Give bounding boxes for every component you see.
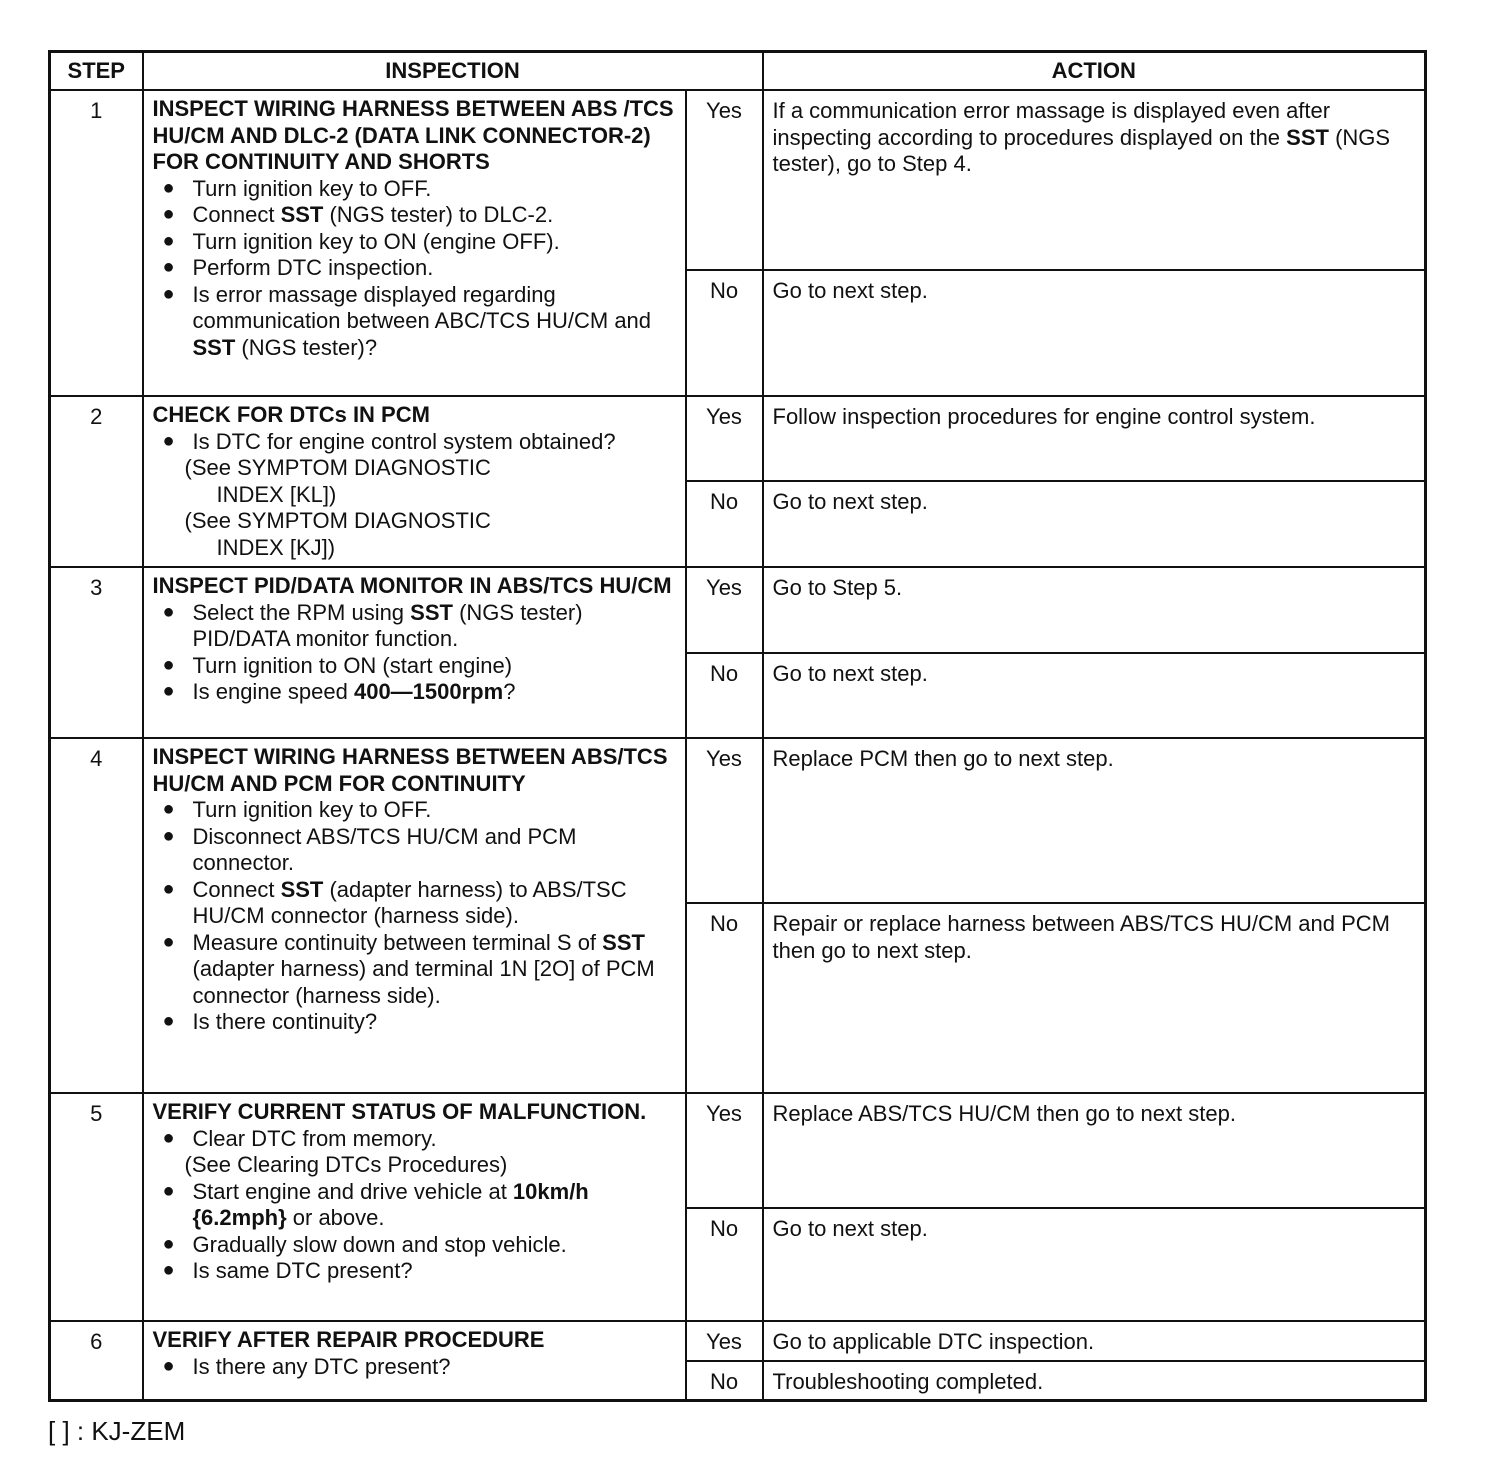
inspection-header: INSPECTION — [143, 52, 763, 91]
step-title: VERIFY CURRENT STATUS OF MALFUNCTION. — [152, 1099, 647, 1124]
bullet-item: ● Connect SST (adapter harness) to ABS/TSC HU/CM connector (harness side). — [153, 877, 677, 930]
yes-action: If a communication error massage is displayed even after inspecting according to procedures displayed on the SST (NGS tester), go to Step 4. — [763, 90, 1426, 270]
reference-note: INDEX [KJ]) — [216, 534, 336, 560]
bullet-item: ● Is same DTC present? — [153, 1258, 677, 1285]
yes-label: Yes — [686, 396, 763, 481]
bullet-item: ● Perform DTC inspection. — [153, 255, 677, 282]
yes-label: Yes — [686, 567, 763, 653]
inspection-items — [153, 429, 677, 456]
table-row — [50, 90, 1426, 270]
bullet-item: ● Turn ignition to ON (start engine) — [153, 653, 677, 680]
bullet-item: ● Is there any DTC present? — [153, 1354, 677, 1381]
step-title: INSPECT WIRING HARNESS BETWEEN ABS /TCS HU/CM AND DLC-2 (DATA LINK CONNECTOR-2) FOR CONTINUITY AND SHORTS — [152, 96, 674, 174]
no-label: No — [686, 903, 763, 1093]
no-label: No — [686, 1361, 763, 1401]
bullet-item: ● Turn ignition key to OFF. — [153, 176, 677, 203]
inspection-cell — [143, 1093, 686, 1321]
inspection-items — [153, 176, 677, 362]
reference-note: INDEX [KL]) — [216, 481, 337, 507]
no-action: Go to next step. — [763, 270, 1426, 396]
bullet-item: ● Connect SST (NGS tester) to DLC-2. — [153, 202, 677, 229]
yes-label: Yes — [686, 90, 763, 270]
no-label: No — [686, 270, 763, 396]
step-number: 2 — [50, 396, 143, 567]
table-row — [50, 738, 1426, 903]
no-label: No — [686, 1208, 763, 1321]
inspection-cell — [143, 738, 686, 1093]
bullet-item: ● Start engine and drive vehicle at 10km/h {6.2mph} or above. — [153, 1179, 677, 1232]
bullet-item: ● Disconnect ABS/TCS HU/CM and PCM connector. — [153, 824, 677, 877]
bullet-item: ● Measure continuity between terminal S of SST (adapter harness) and terminal 1N [2O] of PCM connector (harness side). — [153, 930, 677, 1010]
reference-note: (See SYMPTOM DIAGNOSTIC — [184, 455, 491, 480]
table-row — [50, 567, 1426, 653]
table-row — [50, 396, 1426, 481]
no-action: Go to next step. — [763, 481, 1426, 567]
footnote: [ ] : KJ-ZEM — [48, 1416, 186, 1446]
action-header: ACTION — [763, 52, 1426, 91]
no-label: No — [686, 481, 763, 567]
bullet-item: ● Turn ignition key to OFF. — [153, 797, 677, 824]
yes-action: Replace ABS/TCS HU/CM then go to next step. — [763, 1093, 1426, 1208]
bullet-item: ● Is error massage displayed regarding communication between ABC/TCS HU/CM and SST (NGS tester)? — [153, 282, 677, 362]
no-action: Repair or replace harness between ABS/TCS HU/CM and PCM then go to next step. — [763, 903, 1426, 1093]
diagnostic-table — [48, 50, 1427, 1402]
table-body — [50, 90, 1426, 1401]
yes-label: Yes — [686, 1093, 763, 1208]
no-label: No — [686, 653, 763, 738]
step-number: 3 — [50, 567, 143, 738]
inspection-items — [153, 1179, 677, 1285]
step-number: 4 — [50, 738, 143, 1093]
step-title: INSPECT PID/DATA MONITOR IN ABS/TCS HU/CM — [152, 573, 672, 598]
inspection-items — [153, 1354, 677, 1381]
yes-action: Go to applicable DTC inspection. — [763, 1321, 1426, 1361]
yes-action: Replace PCM then go to next step. — [763, 738, 1426, 903]
bullet-item: ● Is engine speed 400—1500rpm? — [153, 679, 677, 706]
yes-action: Follow inspection procedures for engine control system. — [763, 396, 1426, 481]
header-row — [50, 52, 1426, 91]
inspection-items — [153, 1126, 677, 1153]
yes-label: Yes — [686, 1321, 763, 1361]
reference-note: (See SYMPTOM DIAGNOSTIC — [184, 508, 491, 533]
yes-action: Go to Step 5. — [763, 567, 1426, 653]
step-header: STEP — [50, 52, 143, 91]
no-action: Troubleshooting completed. — [763, 1361, 1426, 1401]
inspection-cell — [143, 1321, 686, 1401]
no-action: Go to next step. — [763, 1208, 1426, 1321]
inspection-cell — [143, 567, 686, 738]
yes-label: Yes — [686, 738, 763, 903]
inspection-cell — [143, 396, 686, 567]
step-title: VERIFY AFTER REPAIR PROCEDURE — [152, 1327, 545, 1352]
table-row — [50, 1321, 1426, 1361]
no-action: Go to next step. — [763, 653, 1426, 738]
step-number: 5 — [50, 1093, 143, 1321]
bullet-item: ● Is there continuity? — [153, 1009, 677, 1036]
step-title: CHECK FOR DTCs IN PCM — [152, 402, 430, 427]
inspection-items — [153, 600, 677, 706]
bullet-item: ● Select the RPM using SST (NGS tester) PID/DATA monitor function. — [153, 600, 677, 653]
reference-note: (See Clearing DTCs Procedures) — [184, 1152, 508, 1177]
step-number: 6 — [50, 1321, 143, 1401]
inspection-cell — [143, 90, 686, 396]
bullet-item: ● Gradually slow down and stop vehicle. — [153, 1232, 677, 1259]
bullet-item: ● Turn ignition key to ON (engine OFF). — [153, 229, 677, 256]
bullet-item: ● Is DTC for engine control system obtained? — [153, 429, 677, 456]
bullet-item: ● Clear DTC from memory. — [153, 1126, 677, 1153]
step-number: 1 — [50, 90, 143, 396]
step-title: INSPECT WIRING HARNESS BETWEEN ABS/TCS HU/CM AND PCM FOR CONTINUITY — [152, 744, 668, 796]
table-row — [50, 1093, 1426, 1208]
inspection-items — [153, 797, 677, 1036]
